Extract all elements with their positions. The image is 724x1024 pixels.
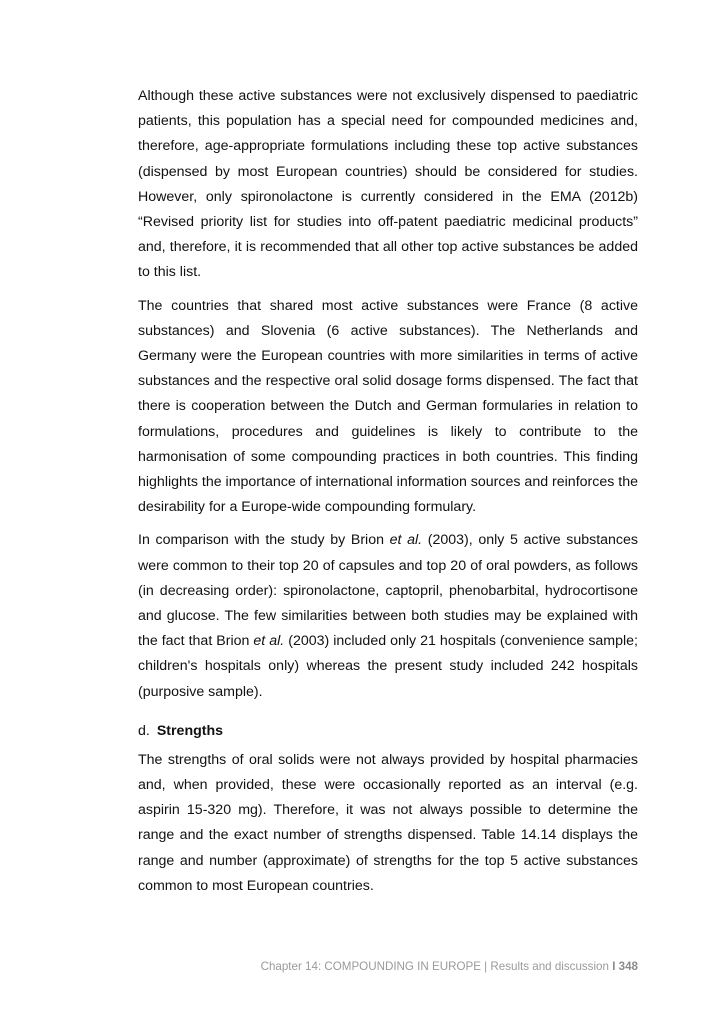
section-number: d. <box>138 722 150 739</box>
paragraph-paediatric-formulations: Although these active substances were not exclusively dispensed to paediatric patients, this population has a special need for compounded medicines and, therefore, age-appropriate formulations including these top active substances (dispensed by most European countries) should be considered for studies. However, only spironolactone is currently considered in the EMA (2012b) “Revised priority list for studies into off-patent paediatric medicinal products” and, therefore, it is recommended that all other top active substances be added to this list. <box>138 88 638 281</box>
section-title: Strengths <box>156 722 224 739</box>
footer-chapter-label: Chapter 14: COMPOUNDING IN EUROPE | Results and discussion <box>260 960 613 973</box>
paragraph-shared-substances: The countries that shared most active substances were France (8 active substances) and Slovenia (6 active substances). The Netherlands and Germany were the European countries with more similarities in terms of active substances and the respective oral solid dosage forms dispensed. The fact that there is cooperation between the Dutch and German formularies in relation to formulations, procedures and guidelines is likely to contribute to the harmonisation of some compounding practices in both countries. This finding highlights the importance of international information sources and reinforces the desirability for a Europe-wide compounding formulary. <box>138 297 638 516</box>
footer-separator: I <box>612 960 616 973</box>
paragraph-brion-comparison: In comparison with the study by Brion et al. (2003), only 5 active substances were common to their top 20 of capsules and top 20 of oral powders, as follows (in decreasing order): spironolactone, captopril, phenobarbital, hydrocortisone and glucose. The few similarities between both studies may be explained with the fact that Brion et al. (2003) included only 21 hospitals (convenience sample; children's hospitals only) whereas the present study included 242 hospitals (purposive sample). <box>138 532 638 700</box>
citation-et-al: et al. <box>389 532 423 549</box>
paragraph-strengths: The strengths of oral solids were not always provided by hospital pharmacies and, when provided, these were occasionally reported as an interval (e.g. aspirin 15-320 mg). Therefore, it was not always possible to determine the range and the exact number of strengths dispensed. Table 14.14 displays the range and number (approximate) of strengths for the top 5 active substances common to most European countries. <box>138 751 638 894</box>
section-heading-strengths <box>138 719 638 744</box>
page-footer <box>261 960 638 973</box>
citation-et-al: et al. <box>253 633 285 650</box>
document-body <box>138 84 638 907</box>
page-number: 348 <box>618 960 638 973</box>
